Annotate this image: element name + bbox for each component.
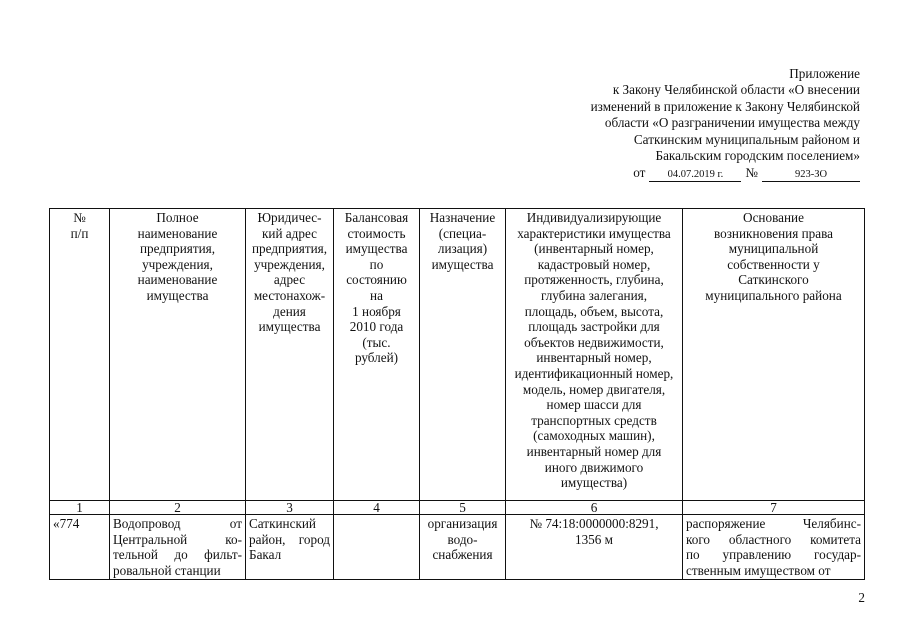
row-balance	[334, 515, 420, 580]
cell-line: Водопровод от	[113, 516, 242, 531]
page-number: 2	[858, 590, 865, 605]
cell-line: организация	[427, 516, 498, 531]
cell-line: адрес	[273, 272, 306, 288]
cell-line: имущества	[431, 256, 494, 272]
cell-line: лизация)	[437, 241, 488, 257]
cell-line: Балансовая	[344, 210, 409, 225]
header-cell-name	[110, 209, 246, 501]
cell-line: Саткинский	[249, 516, 316, 531]
row-number: «774	[50, 515, 110, 580]
cell-line: муниципальной	[728, 241, 819, 257]
appendix-date-number	[560, 165, 860, 181]
cell-line: ственным имуществом от	[686, 562, 831, 578]
header-cell-balance	[334, 209, 420, 501]
cell-line: распоряжение Челябинс-	[686, 516, 861, 531]
cell-line: №	[73, 210, 86, 225]
property-table	[49, 208, 865, 580]
appendix-line: изменений в приложение к Закону Челябинской	[590, 98, 860, 114]
cell-line: предприятия,	[252, 241, 327, 257]
number-label: №	[745, 165, 758, 181]
cell-line: 1 ноября	[352, 303, 401, 319]
row-purpose	[420, 515, 506, 580]
cell-line: (инвентарный номер,	[534, 241, 654, 257]
cell-line: 2010 года	[349, 319, 404, 335]
cell-line: инвентарный номер для	[526, 443, 662, 459]
cell-line: ровальной станции	[113, 562, 221, 578]
cell-line: характеристики имущества	[517, 225, 671, 241]
cell-line: Индивидуализирующие	[526, 210, 662, 225]
appendix-line: Бакальским городским поселением»	[655, 148, 860, 164]
cell-line: п/п	[70, 225, 89, 241]
appendix-block	[560, 66, 860, 182]
cell-line: собственности у	[727, 256, 820, 272]
cell-line: имущества	[258, 319, 321, 335]
cell-line: (тыс.	[362, 334, 391, 350]
column-number: 2	[110, 501, 246, 515]
cell-line: Основание	[743, 210, 804, 225]
row-name	[110, 515, 246, 580]
appendix-line: области «О разграничении имущества между	[604, 115, 860, 131]
cell-line: тельной до фильт-	[113, 547, 242, 563]
appendix-line: к Закону Челябинской области «О внесении	[612, 82, 860, 98]
cell-line: кого областного комитета	[686, 531, 861, 547]
cell-line: местонахож-	[253, 287, 326, 303]
cell-line: протяженность, глубина,	[524, 272, 664, 288]
cell-line: транспортных средств	[531, 412, 657, 428]
cell-line: Полное	[156, 210, 199, 225]
cell-line: (самоходных машин),	[533, 428, 655, 444]
cell-line: учреждения,	[142, 256, 213, 272]
column-number-row	[50, 501, 865, 515]
column-number: 4	[334, 501, 420, 515]
cell-line: Саткинского	[738, 272, 809, 288]
cell-line: рублей)	[354, 350, 399, 366]
cell-line: имущества)	[560, 475, 628, 491]
cell-line: площадь застройки для	[528, 319, 660, 335]
cell-line: инвентарный номер,	[536, 350, 652, 366]
column-number: 7	[683, 501, 865, 515]
appendix-line: Саткинским муниципальным районом и	[633, 131, 860, 147]
cell-line: кадастровый номер,	[537, 256, 651, 272]
cell-line: имущества	[146, 287, 209, 303]
cell-line: Назначение	[429, 210, 496, 225]
cell-line: район, город	[249, 531, 330, 547]
cell-line: имущества	[345, 241, 408, 257]
cell-line: водо-	[447, 531, 478, 547]
cell-line: по управлению государ-	[686, 547, 861, 563]
column-number: 1	[50, 501, 110, 515]
column-number: 3	[246, 501, 334, 515]
column-number: 5	[420, 501, 506, 515]
cell-line: наименование	[137, 225, 218, 241]
cell-line: № 74:18:0000000:8291,	[529, 516, 659, 531]
from-label: от	[633, 165, 646, 181]
cell-line: площадь, объем, высота,	[524, 303, 664, 319]
header-cell-basis	[683, 209, 865, 501]
header-cell-characteristics	[506, 209, 683, 501]
row-basis	[683, 515, 865, 580]
header-cell-number	[50, 209, 110, 501]
cell-line: состоянию	[346, 272, 407, 288]
cell-line: дения	[273, 303, 306, 319]
cell-line: иного движимого	[544, 459, 644, 475]
header-cell-purpose	[420, 209, 506, 501]
row-characteristics	[506, 515, 683, 580]
appendix-number: 923-ЗО	[762, 168, 860, 182]
cell-line: Юридичес-	[257, 210, 322, 225]
cell-line: муниципального района	[705, 287, 842, 303]
row-address	[246, 515, 334, 580]
appendix-date: 04.07.2019 г.	[649, 168, 741, 182]
cell-line: идентификационный номер,	[514, 365, 674, 381]
table-header-row	[50, 209, 865, 501]
cell-line: наименование	[137, 272, 218, 288]
cell-line: Бакал	[249, 547, 282, 563]
cell-line: 1356 м	[574, 531, 614, 547]
appendix-line: Приложение	[789, 66, 860, 81]
cell-line: возникновения права	[713, 225, 833, 241]
cell-line: на	[370, 287, 383, 303]
cell-line: стоимость	[347, 225, 406, 241]
cell-line: по	[369, 256, 384, 272]
cell-line: (специа-	[438, 225, 487, 241]
cell-line: модель, номер двигателя,	[522, 381, 666, 397]
cell-line: кий адрес	[261, 225, 317, 241]
cell-line: Центральной ко-	[113, 531, 242, 547]
header-cell-address	[246, 209, 334, 501]
column-number: 6	[506, 501, 683, 515]
table-row	[50, 515, 865, 580]
cell-line: глубина залегания,	[540, 287, 648, 303]
cell-line: объектов недвижимости,	[524, 334, 664, 350]
cell-line: снабжения	[432, 547, 493, 563]
cell-line: предприятия,	[140, 241, 215, 257]
cell-line: учреждения,	[254, 256, 325, 272]
cell-line: номер шасси для	[546, 397, 642, 413]
